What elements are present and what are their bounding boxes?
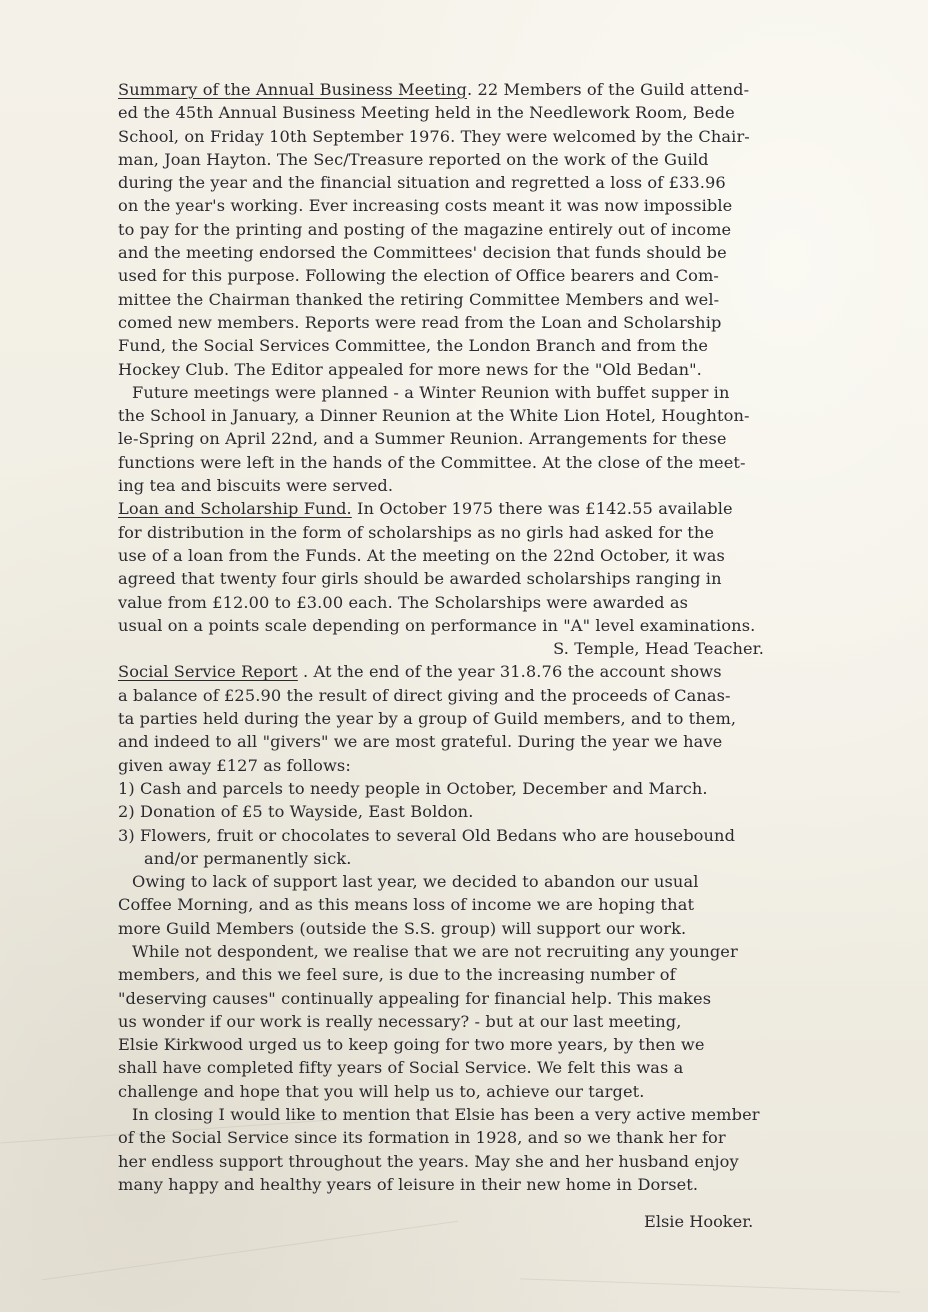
signoff-head-teacher: S. Temple, Head Teacher. [553, 639, 764, 659]
paragraph-line: many happy and healthy years of leisure in their new home in Dorset. [118, 1174, 699, 1194]
paragraph-line: the School in January, a Dinner Reunion at the White Lion Hotel, Houghton- [118, 406, 750, 426]
signoff-elsie-hooker: Elsie Hooker. [644, 1212, 754, 1231]
paragraph-line: shall have completed fifty years of Social Service. We felt this was a [118, 1058, 684, 1078]
paragraph-line: Loan and Scholarship Fund. In October 1975 there was £142.55 available [118, 499, 733, 519]
paper-crease [42, 1221, 458, 1280]
paragraph-line: Owing to lack of support last year, we decided to abandon our usual [132, 872, 699, 892]
paragraph-line: comed new members. Reports were read from the Loan and Scholarship [118, 312, 722, 332]
paragraph-line: given away £127 as follows: [118, 755, 351, 775]
paragraph-line: School, on Friday 10th September 1976. They were welcomed by the Chair- [118, 126, 750, 146]
paragraph-line: le-Spring on April 22nd, and a Summer Reunion. Arrangements for these [118, 429, 727, 449]
paragraph-line: of the Social Service since its formation in 1928, and so we thank her for [118, 1128, 726, 1148]
paragraph-line: ed the 45th Annual Business Meeting held in the Needlework Room, Bede [118, 103, 735, 123]
paragraph-line: members, and this we feel sure, is due to the increasing number of [118, 965, 676, 985]
paragraph-line: In closing I would like to mention that Elsie has been a very active member [132, 1105, 760, 1125]
paragraph-line: "deserving causes" continually appealing for financial help. This makes [118, 988, 712, 1008]
paragraph-line: mittee the Chairman thanked the retiring Committee Members and wel- [118, 289, 720, 309]
paragraph-line: Future meetings were planned - a Winter Reunion with buffet supper in [132, 382, 730, 402]
list-item: 1) Cash and parcels to needy people in October, December and March. [118, 778, 708, 798]
paragraph-line: a balance of £25.90 the result of direct giving and the proceeds of Canas- [118, 685, 731, 705]
list-item: 2) Donation of £5 to Wayside, East Boldon. [118, 802, 474, 822]
paragraph-line: her endless support throughout the years. May she and her husband enjoy [118, 1151, 739, 1171]
paragraph-line: use of a loan from the Funds. At the meeting on the 22nd October, it was [118, 545, 725, 565]
paragraph-line: challenge and hope that you will help us to, achieve our target. [118, 1081, 645, 1101]
document-body [118, 78, 818, 1196]
paragraph-line: agreed that twenty four girls should be awarded scholarships ranging in [118, 569, 722, 589]
paragraph-line: ing tea and biscuits were served. [118, 476, 394, 496]
paragraph-line: for distribution in the form of scholarships as no girls had asked for the [118, 522, 715, 542]
paragraph-line: and indeed to all "givers" we are most grateful. During the year we have [118, 732, 723, 752]
paragraph-line: usual on a points scale depending on performance in "A" level examinations. [118, 615, 756, 635]
paragraph-line: more Guild Members (outside the S.S. group) will support our work. [118, 918, 687, 938]
paragraph-line: Fund, the Social Services Committee, the London Branch and from the [118, 336, 709, 356]
paragraph-line: man, Joan Hayton. The Sec/Treasure reported on the work of the Guild [118, 149, 709, 169]
paper-crease [520, 1278, 900, 1292]
paragraph-line: on the year's working. Ever increasing costs meant it was now impossible [118, 196, 733, 216]
paragraph-line: and the meeting endorsed the Committees' decision that funds should be [118, 243, 727, 263]
paragraph-line: ta parties held during the year by a group of Guild members, and to them, [118, 709, 737, 729]
paragraph-line: While not despondent, we realise that we are not recruiting any younger [132, 941, 738, 961]
list-item: and/or permanently sick. [144, 848, 352, 868]
list-item: 3) Flowers, fruit or chocolates to several Old Bedans who are housebound [118, 825, 736, 845]
paragraph-line: value from £12.00 to £3.00 each. The Scholarships were awarded as [118, 592, 689, 612]
section-heading-annual-meeting: Summary of the Annual Business Meeting [118, 80, 467, 99]
paragraph-line: Coffee Morning, and as this means loss of income we are hoping that [118, 895, 695, 915]
paragraph-line: Summary of the Annual Business Meeting. 22 Members of the Guild attend- [118, 80, 750, 99]
paragraph-line: us wonder if our work is really necessary? - but at our last meeting, [118, 1011, 682, 1031]
paragraph-line: functions were left in the hands of the Committee. At the close of the meet- [118, 452, 746, 472]
paragraph-line: to pay for the printing and posting of the magazine entirely out of income [118, 219, 732, 239]
paragraph-line: Elsie Kirkwood urged us to keep going for two more years, by then we [118, 1035, 705, 1055]
paragraph-line: Social Service Report . At the end of the year 31.8.76 the account shows [118, 662, 722, 682]
section-heading-loan-fund: Loan and Scholarship Fund. [118, 499, 352, 519]
paragraph-line: used for this purpose. Following the election of Office bearers and Com- [118, 266, 719, 286]
section-heading-social-service: Social Service Report [118, 662, 298, 682]
paragraph-line: during the year and the financial situation and regretted a loss of £33.96 [118, 173, 726, 193]
paragraph-line: Hockey Club. The Editor appealed for more news for the "Old Bedan". [118, 359, 702, 379]
